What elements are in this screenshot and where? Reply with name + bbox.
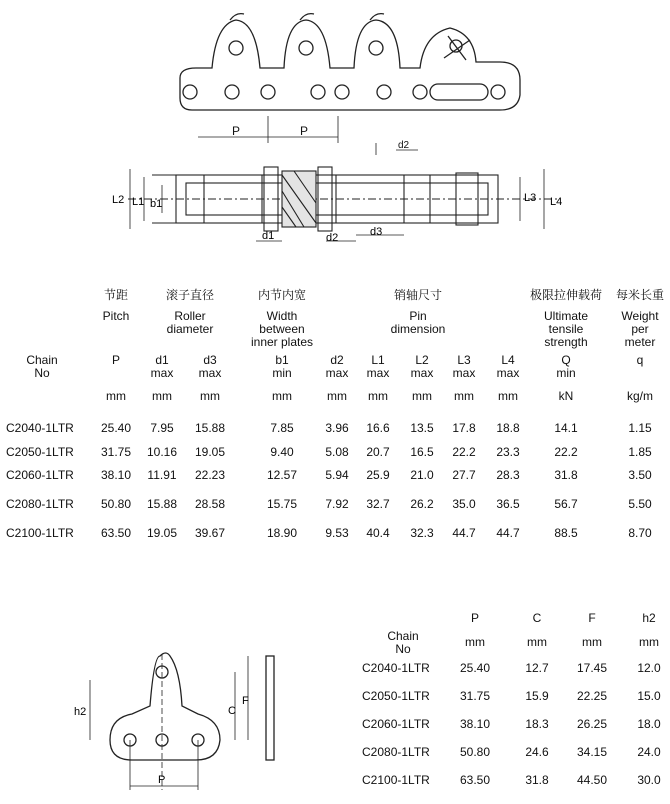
header-en-pitch: Pitch xyxy=(102,309,130,323)
symbol-cell: b1 min xyxy=(272,353,292,380)
value-cell: 63.50 xyxy=(100,526,132,540)
t2-value-cell: 17.45 xyxy=(576,661,608,675)
t2-value-cell: 44.50 xyxy=(576,773,608,787)
small-c-label: C xyxy=(228,705,236,717)
value-cell: 44.7 xyxy=(496,526,520,540)
small-h2-label: h2 xyxy=(74,706,87,718)
t2-value-cell: 18.3 xyxy=(525,717,549,731)
value-cell: 5.08 xyxy=(325,445,349,459)
value-cell: 39.67 xyxy=(194,526,226,540)
side-d2-label: d2 xyxy=(326,232,339,244)
t2-value-cell: 26.25 xyxy=(576,717,608,731)
value-cell: 15.88 xyxy=(194,421,226,435)
chain-top-view-diagram xyxy=(0,155,670,255)
value-cell: 9.53 xyxy=(325,526,349,540)
unit-cell: mm xyxy=(152,389,172,403)
value-cell: 40.4 xyxy=(366,526,390,540)
t2-unit-cell: mm xyxy=(527,635,547,649)
value-cell: 31.75 xyxy=(100,445,132,459)
value-cell: 26.2 xyxy=(410,497,434,511)
header-en-width: Width between inner plates xyxy=(250,309,314,349)
chain-no-cell: C2080-1LTR xyxy=(6,497,74,511)
header-cn-width: 内节内宽 xyxy=(257,288,307,302)
small-p-label: P xyxy=(158,774,166,786)
value-cell: 32.3 xyxy=(410,526,434,540)
value-cell: 7.95 xyxy=(150,421,174,435)
t2-chain-no-cell: C2050-1LTR xyxy=(362,689,430,703)
chain-no-cell: C2050-1LTR xyxy=(6,445,74,459)
side-l3-label: L3 xyxy=(524,192,537,204)
value-cell: 56.7 xyxy=(554,497,578,511)
value-cell: 28.58 xyxy=(194,497,226,511)
unit-cell: mm xyxy=(106,389,126,403)
value-cell: 19.05 xyxy=(194,445,226,459)
value-cell: 23.3 xyxy=(496,445,520,459)
t2-value-cell: 50.80 xyxy=(459,745,491,759)
t2-chain-no-cell: C2060-1LTR xyxy=(362,717,430,731)
attachment-plate-diagram xyxy=(70,640,290,800)
value-cell: 27.7 xyxy=(452,468,476,482)
value-cell: 14.1 xyxy=(554,421,578,435)
t2-value-cell: 24.0 xyxy=(637,745,661,759)
t2-unit-cell: mm xyxy=(582,635,602,649)
value-cell: 1.85 xyxy=(628,445,652,459)
t2-value-cell: 12.0 xyxy=(637,661,661,675)
side-d3-label: d3 xyxy=(370,226,383,238)
t2-value-cell: 30.0 xyxy=(637,773,661,787)
symbol-cell: q xyxy=(636,353,644,367)
unit-cell: mm xyxy=(368,389,388,403)
value-cell: 28.3 xyxy=(496,468,520,482)
value-cell: 15.75 xyxy=(266,497,298,511)
value-cell: 25.9 xyxy=(366,468,390,482)
t2-value-cell: 15.0 xyxy=(637,689,661,703)
t2-chain-no-cell: C2080-1LTR xyxy=(362,745,430,759)
unit-cell: mm xyxy=(272,389,292,403)
value-cell: 19.05 xyxy=(146,526,178,540)
t2-value-cell: 12.7 xyxy=(525,661,549,675)
unit-cell: mm xyxy=(498,389,518,403)
t2-value-cell: 31.75 xyxy=(459,689,491,703)
unit-cell: kg/m xyxy=(626,389,654,403)
header-cn-ultimate: 极限拉伸载荷 xyxy=(529,288,603,302)
unit-cell: kN xyxy=(558,389,574,403)
unit-cell: mm xyxy=(200,389,220,403)
header-chain-no: Chain No xyxy=(26,353,58,380)
value-cell: 50.80 xyxy=(100,497,132,511)
symbol-cell: d3 max xyxy=(198,353,222,380)
symbol-cell: L2 max xyxy=(410,353,434,380)
header-en-weight: Weight per meter xyxy=(621,309,659,349)
value-cell: 3.96 xyxy=(325,421,349,435)
value-cell: 15.88 xyxy=(146,497,178,511)
value-cell: 7.85 xyxy=(270,421,294,435)
t2-value-cell: 24.6 xyxy=(525,745,549,759)
symbol-cell: P xyxy=(111,353,121,367)
t2-symbol-cell: C xyxy=(532,611,542,625)
header-en-roller: Roller diameter xyxy=(166,309,214,336)
t2-unit-cell: mm xyxy=(639,635,659,649)
top-p-label-1: P xyxy=(232,124,241,138)
unit-cell: mm xyxy=(454,389,474,403)
value-cell: 18.8 xyxy=(496,421,520,435)
side-l4-label: L4 xyxy=(550,196,563,208)
t2-header-chain-no: Chain No xyxy=(387,629,419,656)
value-cell: 12.57 xyxy=(266,468,298,482)
chain-no-cell: C2100-1LTR xyxy=(6,526,74,540)
header-en-pin: Pin dimension xyxy=(390,309,446,336)
value-cell: 32.7 xyxy=(366,497,390,511)
t2-chain-no-cell: C2040-1LTR xyxy=(362,661,430,675)
value-cell: 88.5 xyxy=(554,526,578,540)
t2-value-cell: 25.40 xyxy=(459,661,491,675)
value-cell: 9.40 xyxy=(270,445,294,459)
value-cell: 44.7 xyxy=(452,526,476,540)
value-cell: 38.10 xyxy=(100,468,132,482)
value-cell: 16.5 xyxy=(410,445,434,459)
t2-symbol-cell: F xyxy=(588,611,596,625)
side-l1-label: L1 xyxy=(132,196,145,208)
value-cell: 13.5 xyxy=(410,421,434,435)
chain-no-cell: C2060-1LTR xyxy=(6,468,74,482)
header-cn-roller: 滚子直径 xyxy=(165,288,215,302)
symbol-cell: d2 max xyxy=(325,353,349,380)
symbol-cell: L4 max xyxy=(496,353,520,380)
chain-no-cell: C2040-1LTR xyxy=(6,421,74,435)
value-cell: 22.23 xyxy=(194,468,226,482)
t2-chain-no-cell: C2100-1LTR xyxy=(362,773,430,787)
value-cell: 31.8 xyxy=(554,468,578,482)
value-cell: 8.70 xyxy=(628,526,652,540)
t2-value-cell: 31.8 xyxy=(525,773,549,787)
value-cell: 25.40 xyxy=(100,421,132,435)
value-cell: 10.16 xyxy=(146,445,178,459)
symbol-cell: L3 max xyxy=(452,353,476,380)
value-cell: 20.7 xyxy=(366,445,390,459)
value-cell: 11.91 xyxy=(147,468,177,482)
header-en-ultimate: Ultimate tensile strength xyxy=(543,309,589,349)
header-cn-pitch: 节距 xyxy=(103,288,129,302)
t2-value-cell: 15.9 xyxy=(525,689,549,703)
header-cn-pin: 销轴尺寸 xyxy=(393,288,443,302)
t2-value-cell: 34.15 xyxy=(576,745,608,759)
symbol-cell: L1 max xyxy=(366,353,390,380)
side-b1-label: b1 xyxy=(150,198,163,210)
value-cell: 18.90 xyxy=(266,526,298,540)
unit-cell: mm xyxy=(412,389,432,403)
t2-value-cell: 63.50 xyxy=(459,773,491,787)
small-f-label: F xyxy=(242,695,249,707)
t2-value-cell: 38.10 xyxy=(459,717,491,731)
side-l2-label: L2 xyxy=(112,194,125,206)
value-cell: 36.5 xyxy=(496,497,520,511)
header-cn-weight: 每米长重 xyxy=(615,288,665,302)
t2-symbol-cell: h2 xyxy=(642,611,656,625)
t2-symbol-cell: P xyxy=(470,611,480,625)
unit-cell: mm xyxy=(327,389,347,403)
value-cell: 5.50 xyxy=(628,497,652,511)
t2-value-cell: 18.0 xyxy=(637,717,661,731)
value-cell: 16.6 xyxy=(366,421,390,435)
value-cell: 7.92 xyxy=(325,497,349,511)
top-p-label-2: P xyxy=(300,124,309,138)
value-cell: 35.0 xyxy=(452,497,476,511)
value-cell: 1.15 xyxy=(628,421,652,435)
value-cell: 22.2 xyxy=(554,445,578,459)
symbol-cell: d1 max xyxy=(150,353,174,380)
value-cell: 21.0 xyxy=(410,468,434,482)
value-cell: 22.2 xyxy=(452,445,476,459)
value-cell: 17.8 xyxy=(452,421,476,435)
t2-unit-cell: mm xyxy=(465,635,485,649)
symbol-cell: Q min xyxy=(556,353,576,380)
value-cell: 5.94 xyxy=(325,468,349,482)
chain-side-view-diagram xyxy=(0,0,670,160)
value-cell: 3.50 xyxy=(628,468,652,482)
top-d2-label: d2 xyxy=(398,140,410,151)
side-d1-label: d1 xyxy=(262,230,275,242)
t2-value-cell: 22.25 xyxy=(576,689,608,703)
